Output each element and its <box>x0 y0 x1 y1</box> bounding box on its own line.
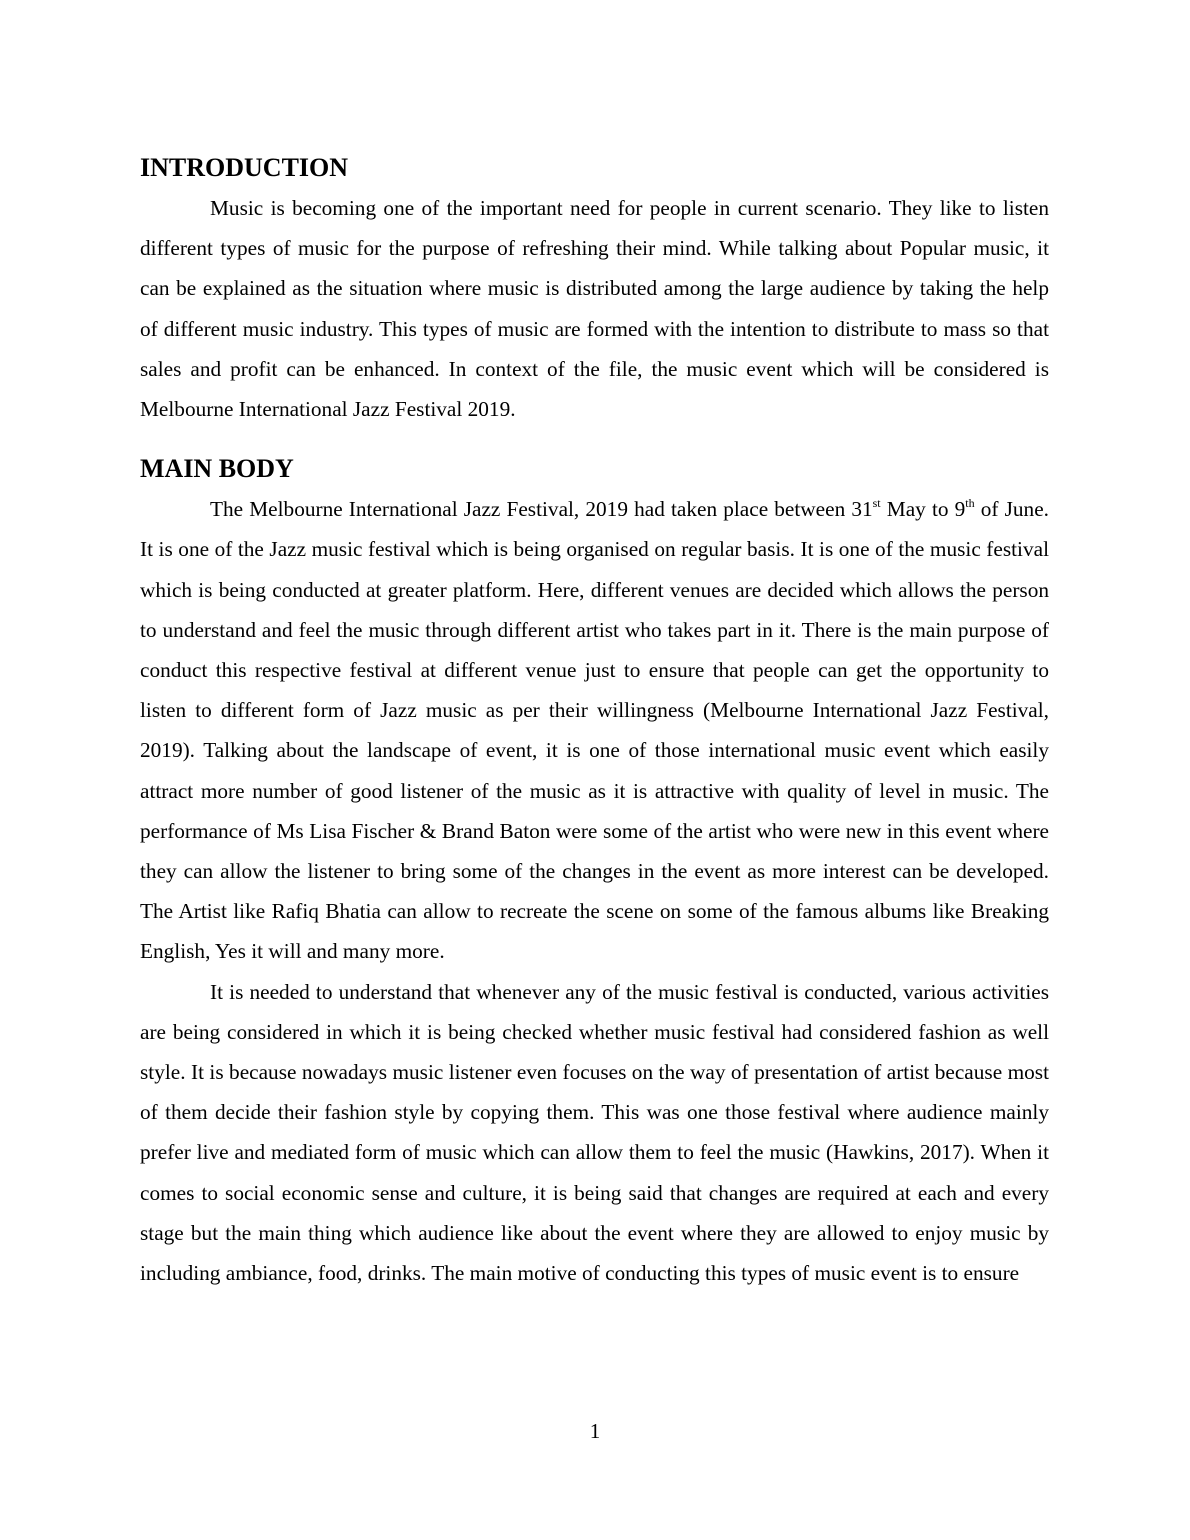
main-body-paragraph-2: It is needed to understand that whenever any of the music festival is conducted, various activities are being considered in which it is being checked whether music festival had considered fashion as well style. It is because nowadays music listener even focuses on the way of presentation of artist because most of them decide their fashion style by copying them. This was one those festival where audience mainly prefer live and mediated form of music which can allow them to feel the music (Hawkins, 2017). When it comes to social economic sense and culture, it is being said that changes are required at each and every stage but the main thing which audience like about the event where they are allowed to enjoy music by including ambiance, food, drinks. The main motive of conducting this types of music event is to ensure <box>140 979 1049 1286</box>
main-body-heading: MAIN BODY <box>140 454 294 484</box>
introduction-paragraph: Music is becoming one of the important need for people in current scenario. They like to listen different types of music for the purpose of refreshing their mind. While talking about Popular music, it can be explained as the situation where music is distributed among the large audience by taking the help of different music industry. This types of music are formed with the intention to distribute to mass so that sales and profit can be enhanced. In context of the file, the music event which will be considered is Melbourne International Jazz Festival 2019. <box>140 196 1049 422</box>
introduction-heading: INTRODUCTION <box>140 153 349 182</box>
ordinal-suffix-st: st <box>872 496 881 511</box>
main-body-paragraph-1 <box>140 489 1049 971</box>
main-body-paragraph-1-part-1: The Melbourne International Jazz Festival, 2019 had taken place between 31 <box>210 497 873 522</box>
section-spacer <box>140 429 1049 449</box>
main-body-paragraph-1-part-3: of June. It is one of the Jazz music festival which is being organised on regular basis. It is one of the music festival which is being conducted at greater platform. Here, different venues are decided which allows the person to understand and feel the music through different artist who takes part in it. There is the main purpose of conduct this respective festival at different venue just to ensure that people can get the opportunity to listen to different form of Jazz music as per their willingness (Melbourne International Jazz Festival, 2019). Talking about the landscape of event, it is one of those international music event which easily attract more number of good listener of the music as it is attractive with quality of level in music. The performance of Ms Lisa Fischer & Brand Baton were some of the artist who were new in this event where they can allow the listener to bring some of the changes in the event as more interest can be developed. The Artist like Rafiq Bhatia can allow to recreate the scene on some of the famous albums like Breaking English, Yes it will and many more. <box>140 497 1049 964</box>
ordinal-suffix-th: th <box>965 496 975 511</box>
page-content <box>140 148 1049 1293</box>
main-body-paragraph-1-part-2: May to 9 <box>880 497 966 522</box>
page-number: 1 <box>589 1419 601 1443</box>
